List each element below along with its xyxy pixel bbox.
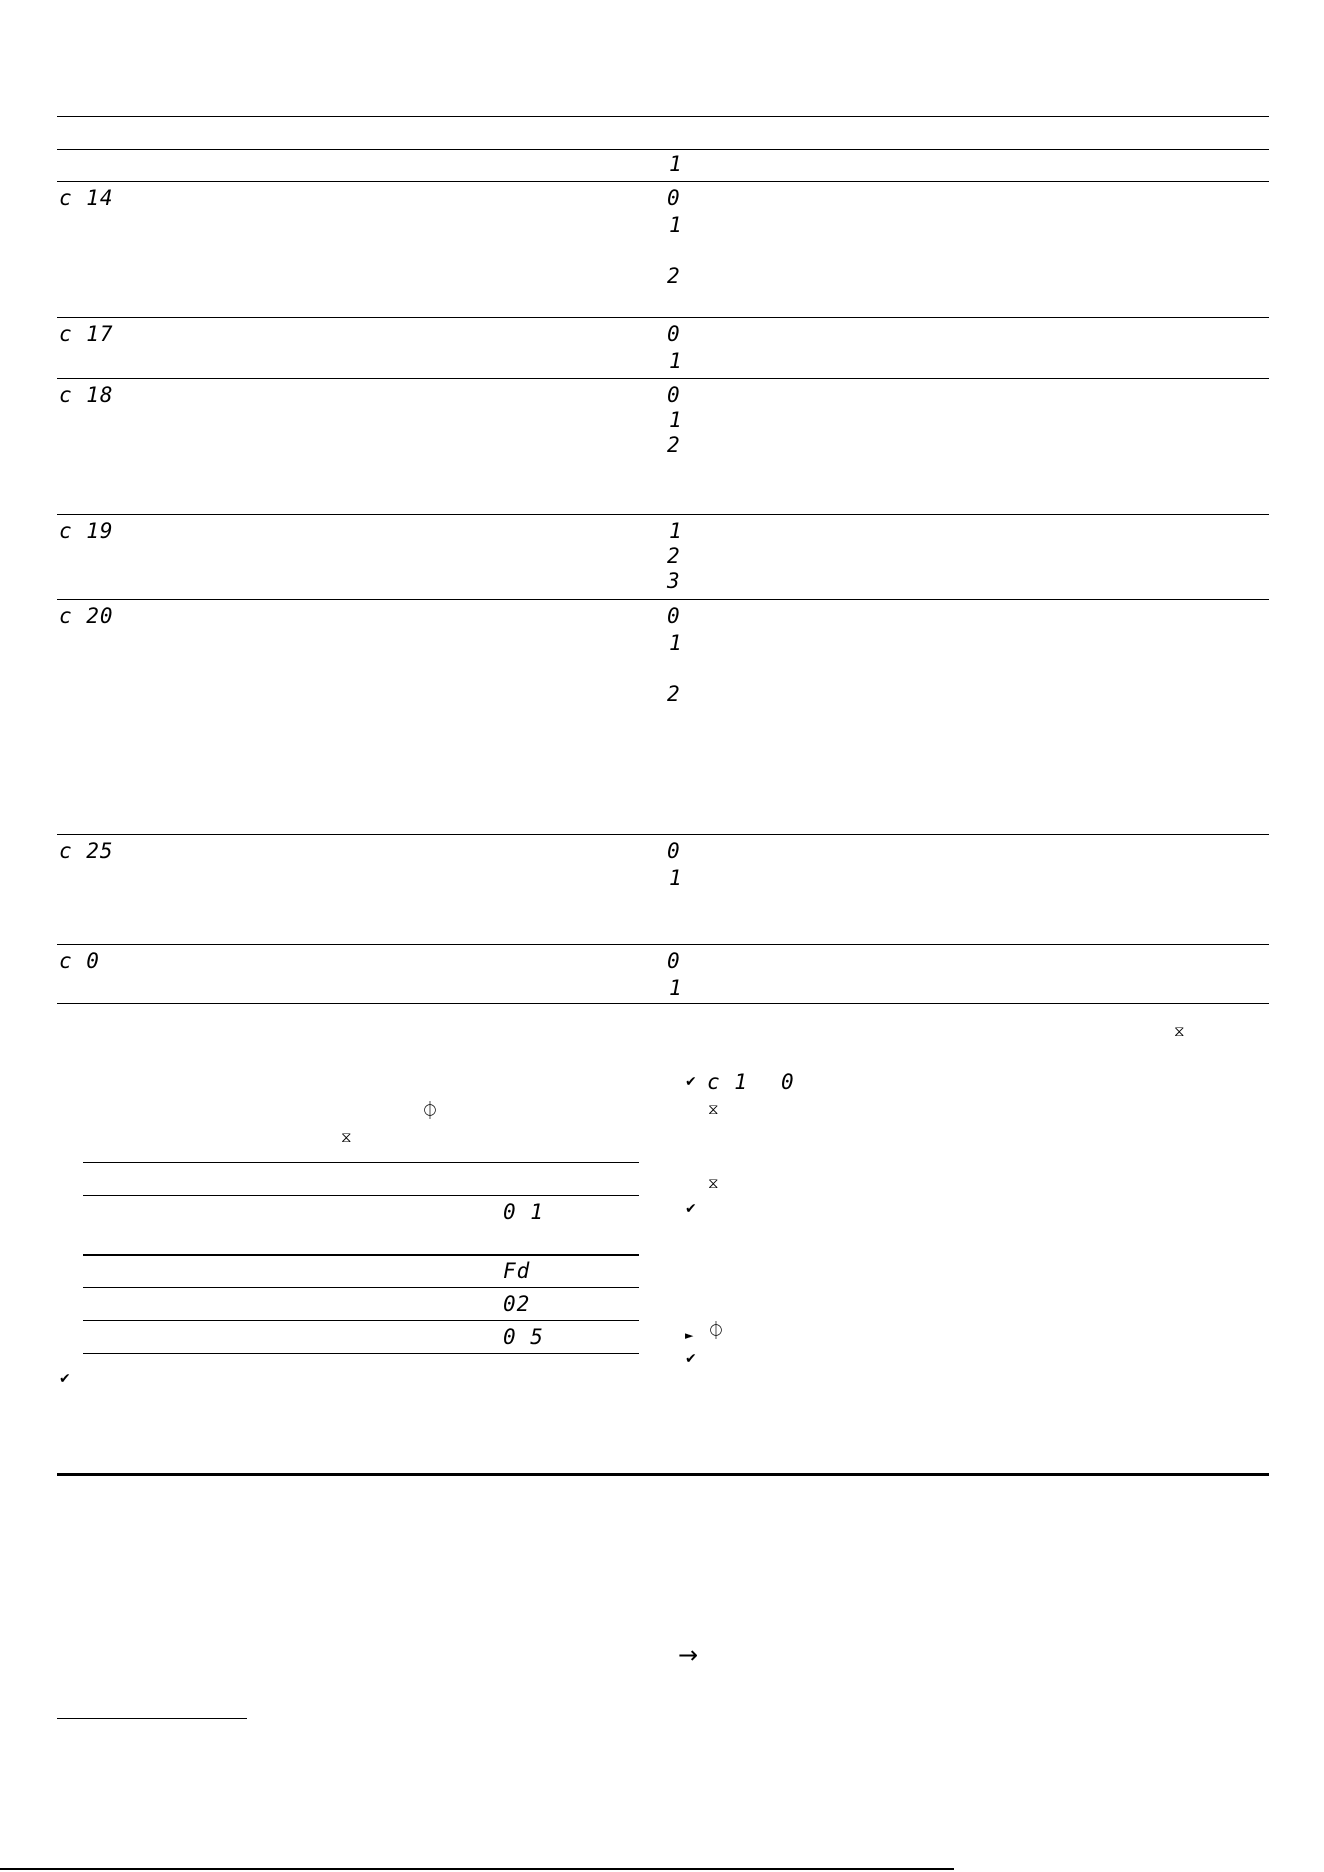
table-row-divider: [57, 944, 1269, 945]
setting-value: 1: [669, 213, 683, 237]
left-table-rule: [83, 1162, 639, 1163]
setting-code: c 14: [59, 186, 114, 210]
setting-value: 3: [667, 569, 681, 593]
setting-value: 2: [667, 682, 681, 706]
table-row-divider: [57, 514, 1269, 515]
hourglass-icon: ⧖: [708, 1100, 719, 1118]
arrow-icon: →: [678, 1641, 699, 1669]
left-table-rule: [83, 1254, 639, 1256]
setting-value: 0: [667, 322, 681, 346]
setting-value: 0: [781, 1070, 795, 1094]
setting-code: c 20: [59, 604, 114, 628]
setting-code: c 25: [59, 839, 114, 863]
check-icon: ✔: [59, 1371, 71, 1387]
hourglass-icon: ⧖: [1174, 1022, 1185, 1040]
setting-value: 2: [667, 264, 681, 288]
left-table-value: 0 1: [503, 1200, 544, 1224]
setting-value: 1: [669, 152, 683, 176]
left-table-value: 0 5: [503, 1325, 544, 1349]
left-table-rule: [83, 1320, 639, 1321]
setting-value: 0: [667, 383, 681, 407]
setting-value: 0: [667, 839, 681, 863]
setting-code: c 17: [59, 322, 114, 346]
check-icon: ✔: [685, 1351, 697, 1367]
left-table-value: 02: [503, 1292, 531, 1316]
setting-code: c 1: [707, 1070, 748, 1094]
table-row-divider: [57, 181, 1269, 182]
setting-value: 0: [667, 604, 681, 628]
setting-value: 0: [667, 186, 681, 210]
setting-value: 1: [669, 866, 683, 890]
hourglass-icon: ⧖: [341, 1128, 352, 1146]
setting-code: c 18: [59, 383, 114, 407]
check-icon: ✔: [685, 1074, 697, 1090]
table-row-divider: [57, 834, 1269, 835]
left-table-value: Fd: [503, 1259, 531, 1283]
section-divider: [57, 1473, 1269, 1476]
table-bottom-rule: [57, 1003, 1269, 1004]
power-icon: ⏀: [707, 1321, 725, 1342]
table-row-divider: [57, 149, 1269, 150]
setting-value: 1: [669, 976, 683, 1000]
table-row-divider: [57, 317, 1269, 318]
setting-value: 1: [669, 408, 683, 432]
table-header-rule: [57, 116, 1269, 117]
left-table-rule: [83, 1195, 639, 1196]
left-table-rule: [83, 1353, 639, 1354]
play-icon: ►: [685, 1329, 694, 1342]
table-row-divider: [57, 599, 1269, 600]
table-row-divider: [57, 378, 1269, 379]
setting-value: 2: [667, 544, 681, 568]
setting-code: c 19: [59, 519, 114, 543]
left-table-rule: [83, 1287, 639, 1288]
footnote-rule: [57, 1718, 247, 1719]
setting-value: 1: [669, 519, 683, 543]
power-icon: ⏀: [421, 1101, 439, 1122]
check-icon: ✔: [685, 1201, 697, 1217]
setting-value: 2: [667, 433, 681, 457]
setting-value: 0: [667, 949, 681, 973]
page-bottom-rule: [0, 1868, 954, 1870]
setting-code: c 0: [59, 949, 100, 973]
hourglass-icon: ⧖: [708, 1174, 719, 1192]
setting-value: 1: [669, 631, 683, 655]
setting-value: 1: [669, 349, 683, 373]
